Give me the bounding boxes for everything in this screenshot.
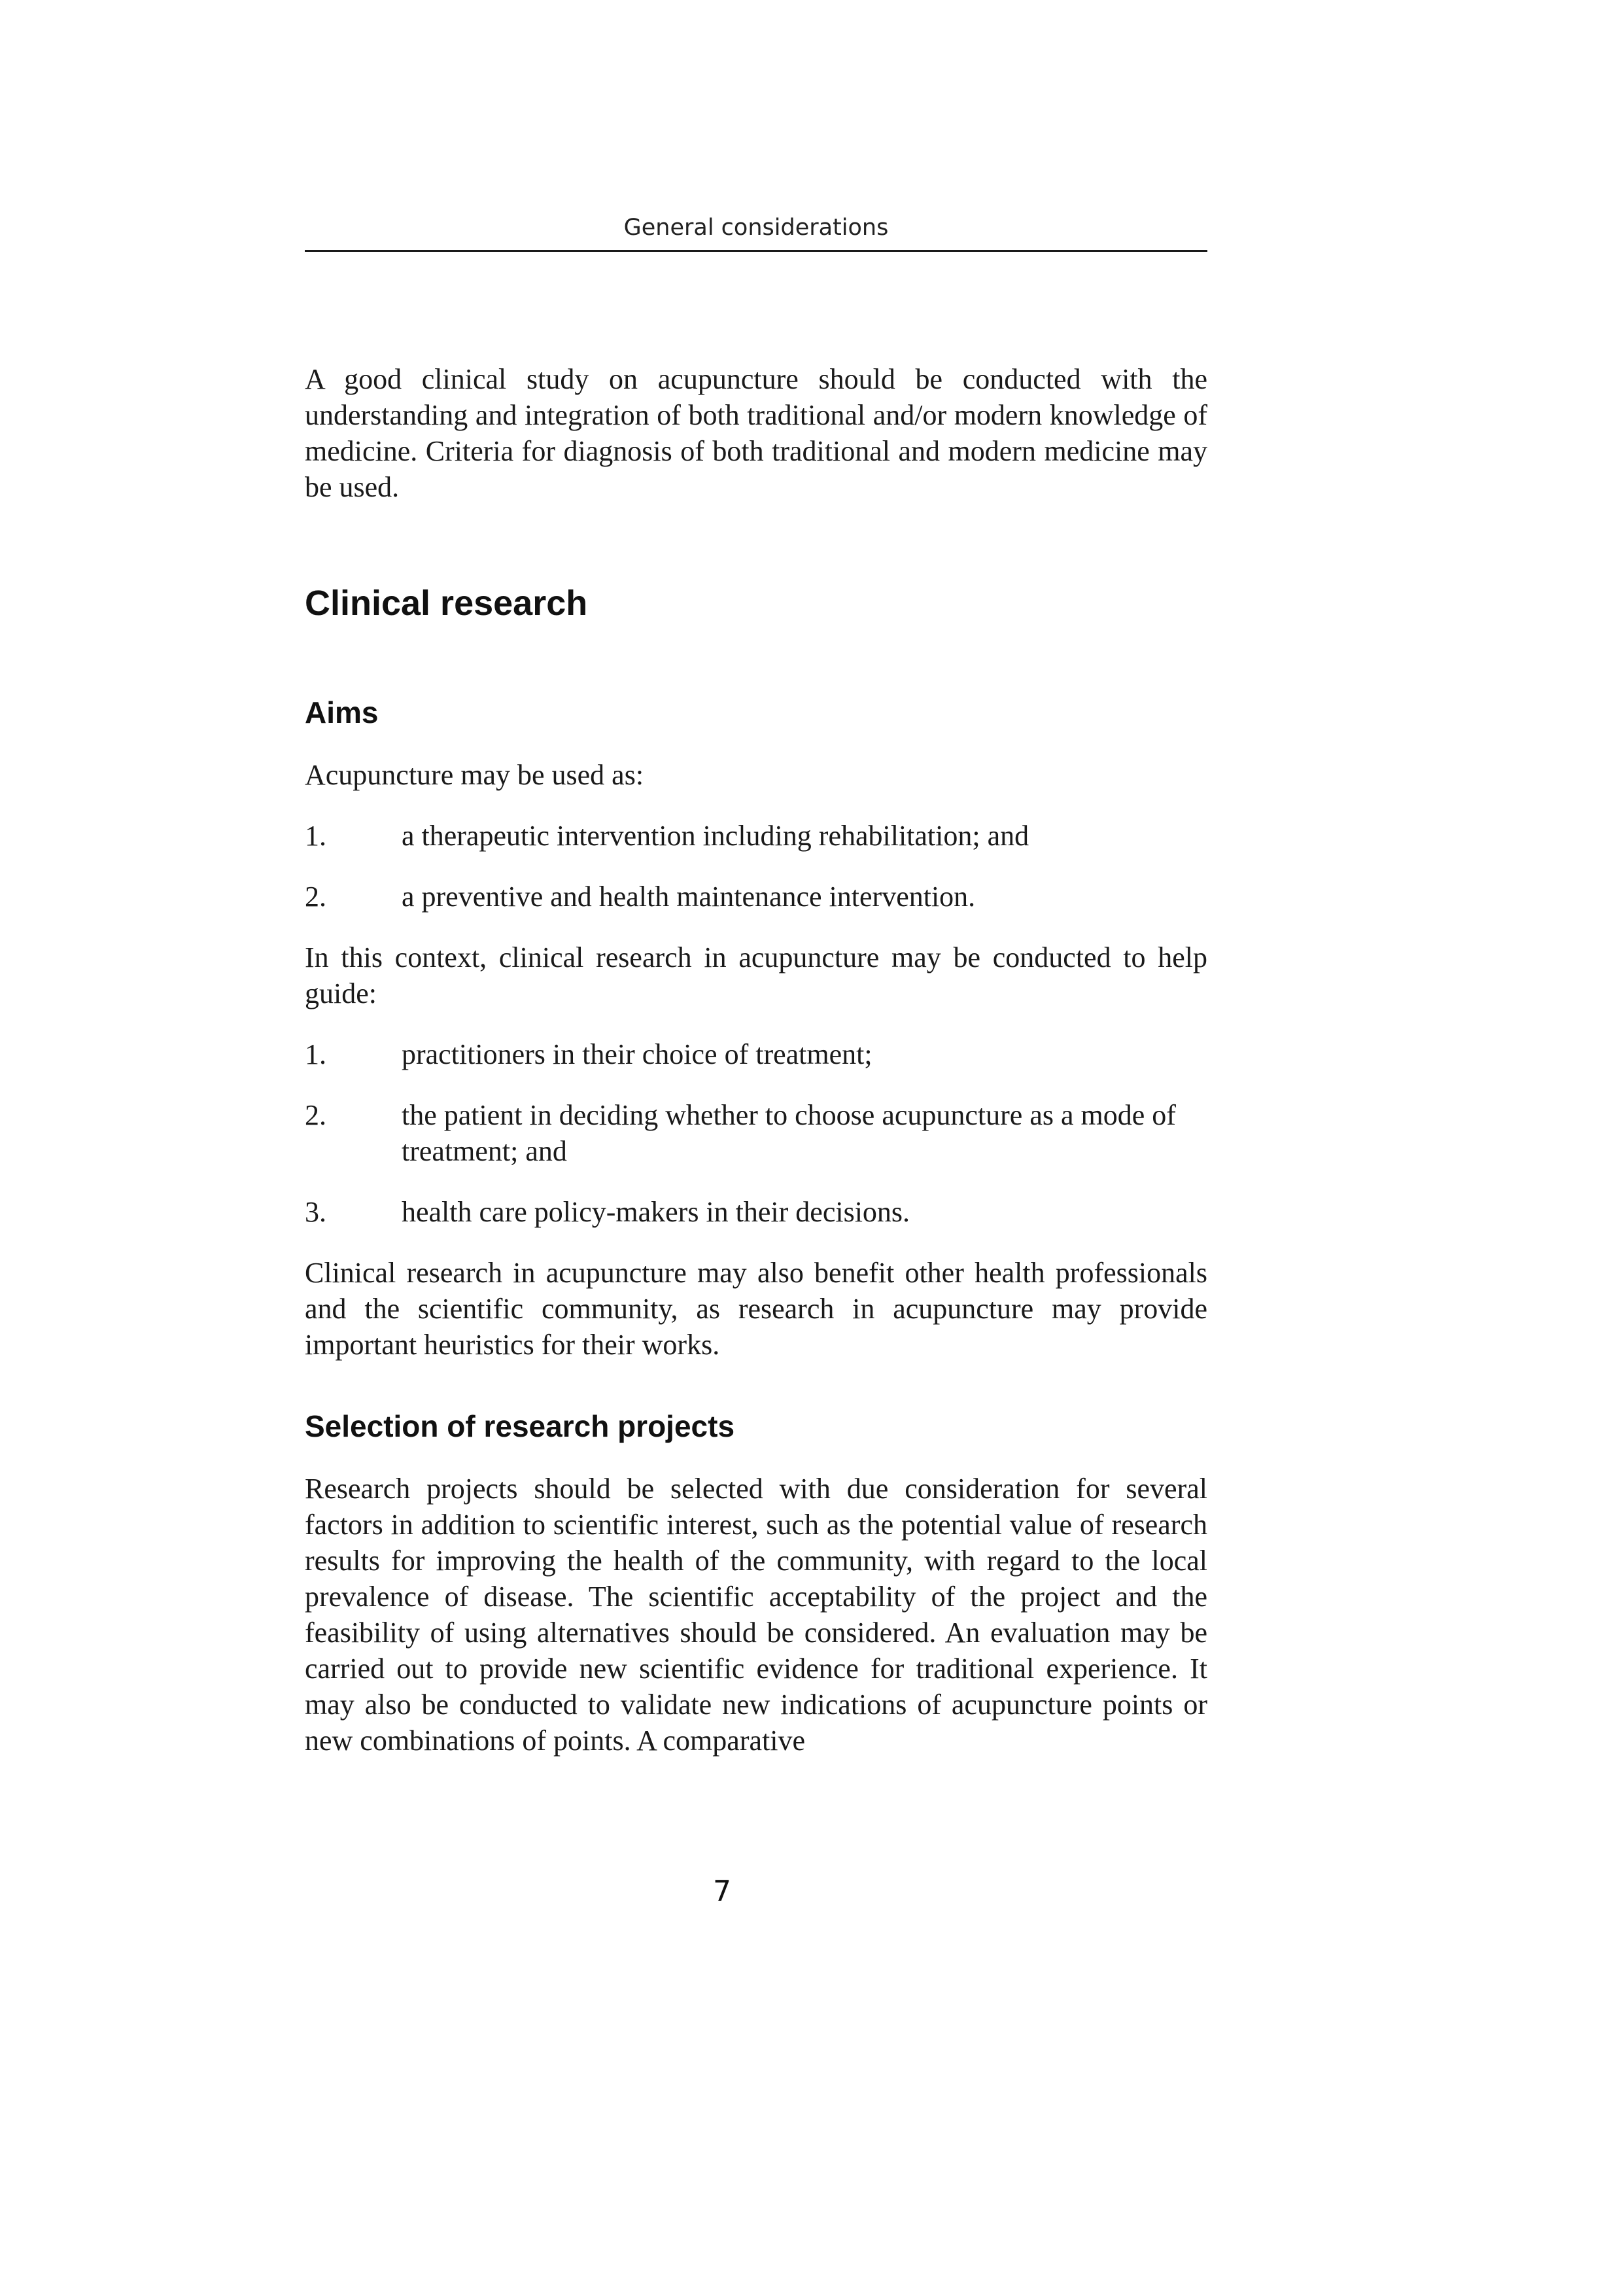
list-item — [305, 1194, 1207, 1230]
selection-paragraph: Research projects should be selected with due consideration for several factors in addition to scientific interest, such as the potential value of research results for improving the health of the community, with regard to the local prevalence of disease. The scientific acceptability of the project and the feasibility of using alternatives should be considered. An evaluation may be carried out to provide new scientific evidence for traditional experience. It may also be conducted to validate new indications of acupuncture points or new combinations of points. A comparative — [305, 1473, 1207, 1757]
list-item — [305, 818, 1207, 854]
list-text: practitioners in their choice of treatment; — [402, 1038, 872, 1070]
page-body — [305, 361, 1207, 1759]
intro-paragraph: A good clinical study on acupuncture should be conducted with the understanding and integration of both traditional and/or modern knowledge of medicine. Criteria for diagnosis of both traditional and modern medicine may be used. — [305, 363, 1207, 503]
aims-heading: Aims — [305, 695, 379, 729]
list-number: 2. — [305, 1099, 326, 1131]
running-head: General considerations — [623, 215, 889, 241]
list-number: 3. — [305, 1196, 326, 1228]
list-text: the patient in deciding whether to choose acupuncture as a mode of treatment; and — [402, 1099, 1176, 1167]
list-number: 1. — [305, 1038, 326, 1070]
list-text: a preventive and health maintenance intervention. — [402, 881, 976, 913]
list-number: 1. — [305, 820, 326, 852]
list-number: 2. — [305, 881, 326, 913]
list-text: a therapeutic intervention including rehabilitation; and — [402, 820, 1029, 852]
section-title: Clinical research — [305, 584, 588, 623]
header-rule — [305, 250, 1207, 252]
list-item — [305, 1036, 1207, 1072]
aims-lead: Acupuncture may be used as: — [305, 759, 644, 791]
guides-list — [305, 1036, 1207, 1230]
uses-list — [305, 818, 1207, 915]
closing-paragraph: Clinical research in acupuncture may also benefit other health professionals and the scientific community, as research in acupuncture may provide important heuristics for their works. — [305, 1257, 1207, 1361]
context-paragraph: In this context, clinical research in acupuncture may be conducted to help guide: — [305, 941, 1207, 1009]
list-text: health care policy-makers in their decisions. — [402, 1196, 910, 1228]
list-item — [305, 879, 1207, 915]
list-item — [305, 1097, 1207, 1169]
page-number: 7 — [713, 1875, 731, 1908]
selection-heading: Selection of research projects — [305, 1409, 735, 1443]
